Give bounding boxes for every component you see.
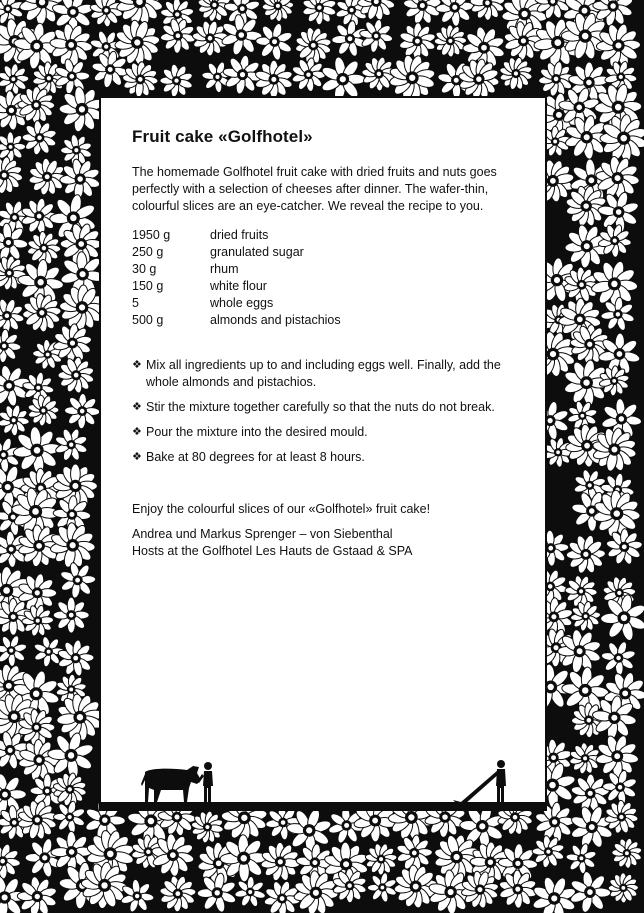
farmer-icon — [197, 762, 213, 802]
ingredient-name: rhum — [210, 262, 239, 276]
ingredient-row — [132, 295, 341, 312]
ingredient-row — [132, 227, 341, 244]
signature-hotel: Hosts at the Golfhotel Les Hauts de Gstaad & SPA — [132, 544, 413, 558]
instruction-text: Pour the mixture into the desired mould. — [146, 425, 368, 439]
instruction-text: Mix all ingredients up to and including eggs well. Finally, add the whole almonds and pistachios. — [146, 358, 501, 389]
ingredient-name: white flour — [210, 279, 267, 293]
ingredient-row — [132, 261, 341, 278]
intro-paragraph: The homemade Golfhotel fruit cake with dried fruits and nuts goes perfectly with a selection of cheeses after dinner. The wafer-thin, colourful slices are an eye-catcher. We reveal the recipe to you. — [132, 165, 497, 213]
instruction-steps — [132, 357, 517, 466]
ingredient-quantity: 1950 g — [132, 228, 171, 242]
ingredient-name: whole eggs — [210, 296, 274, 310]
ingredient-quantity: 150 g — [132, 279, 164, 293]
diamond-bullet-icon: ❖ — [132, 359, 142, 371]
instruction-text: Stir the mixture together carefully so that the nuts do not break. — [146, 400, 495, 414]
ingredient-name: almonds and pistachios — [210, 313, 341, 327]
ingredient-quantity: 500 g — [132, 313, 164, 327]
flower-icon — [592, 427, 637, 472]
ingredient-row — [132, 278, 341, 295]
flower-icon — [434, 834, 480, 880]
page-title: Fruit cake «Golfhotel» — [132, 127, 313, 146]
ingredient-quantity: 30 g — [132, 262, 157, 276]
instruction-step — [132, 424, 517, 441]
instruction-step — [132, 399, 517, 416]
ingredient-name: granulated sugar — [210, 245, 304, 259]
diamond-bullet-icon: ❖ — [132, 401, 142, 413]
cow-icon — [141, 766, 201, 802]
ingredient-quantity: 5 — [132, 296, 139, 310]
flower-icon — [565, 185, 607, 227]
instruction-text: Bake at 80 degrees for at least 8 hours. — [146, 450, 365, 464]
ingredient-name: dried fruits — [210, 228, 269, 242]
signature-names: Andrea und Markus Sprenger – von Siebenthal — [132, 527, 393, 541]
flower-icon — [53, 597, 89, 633]
diamond-bullet-icon: ❖ — [132, 451, 142, 463]
ingredient-row — [132, 312, 341, 329]
flower-icon — [53, 772, 87, 806]
flower-icon — [17, 800, 57, 840]
flower-icon — [220, 835, 267, 882]
flower-icon — [499, 57, 533, 91]
ingredient-quantity: 250 g — [132, 245, 164, 259]
flower-icon — [64, 393, 100, 429]
flower-icon — [389, 54, 436, 101]
ingredient-row — [132, 244, 341, 261]
papercut-scene — [101, 740, 545, 810]
diamond-bullet-icon: ❖ — [132, 426, 142, 438]
ingredients-table — [132, 227, 341, 329]
recipe-content — [132, 127, 517, 560]
alphorn-player-icon — [453, 760, 506, 804]
instruction-step — [132, 357, 517, 391]
instruction-step — [132, 449, 517, 466]
closing-line: Enjoy the colourful slices of our «Golfhotel» fruit cake! — [132, 502, 431, 516]
